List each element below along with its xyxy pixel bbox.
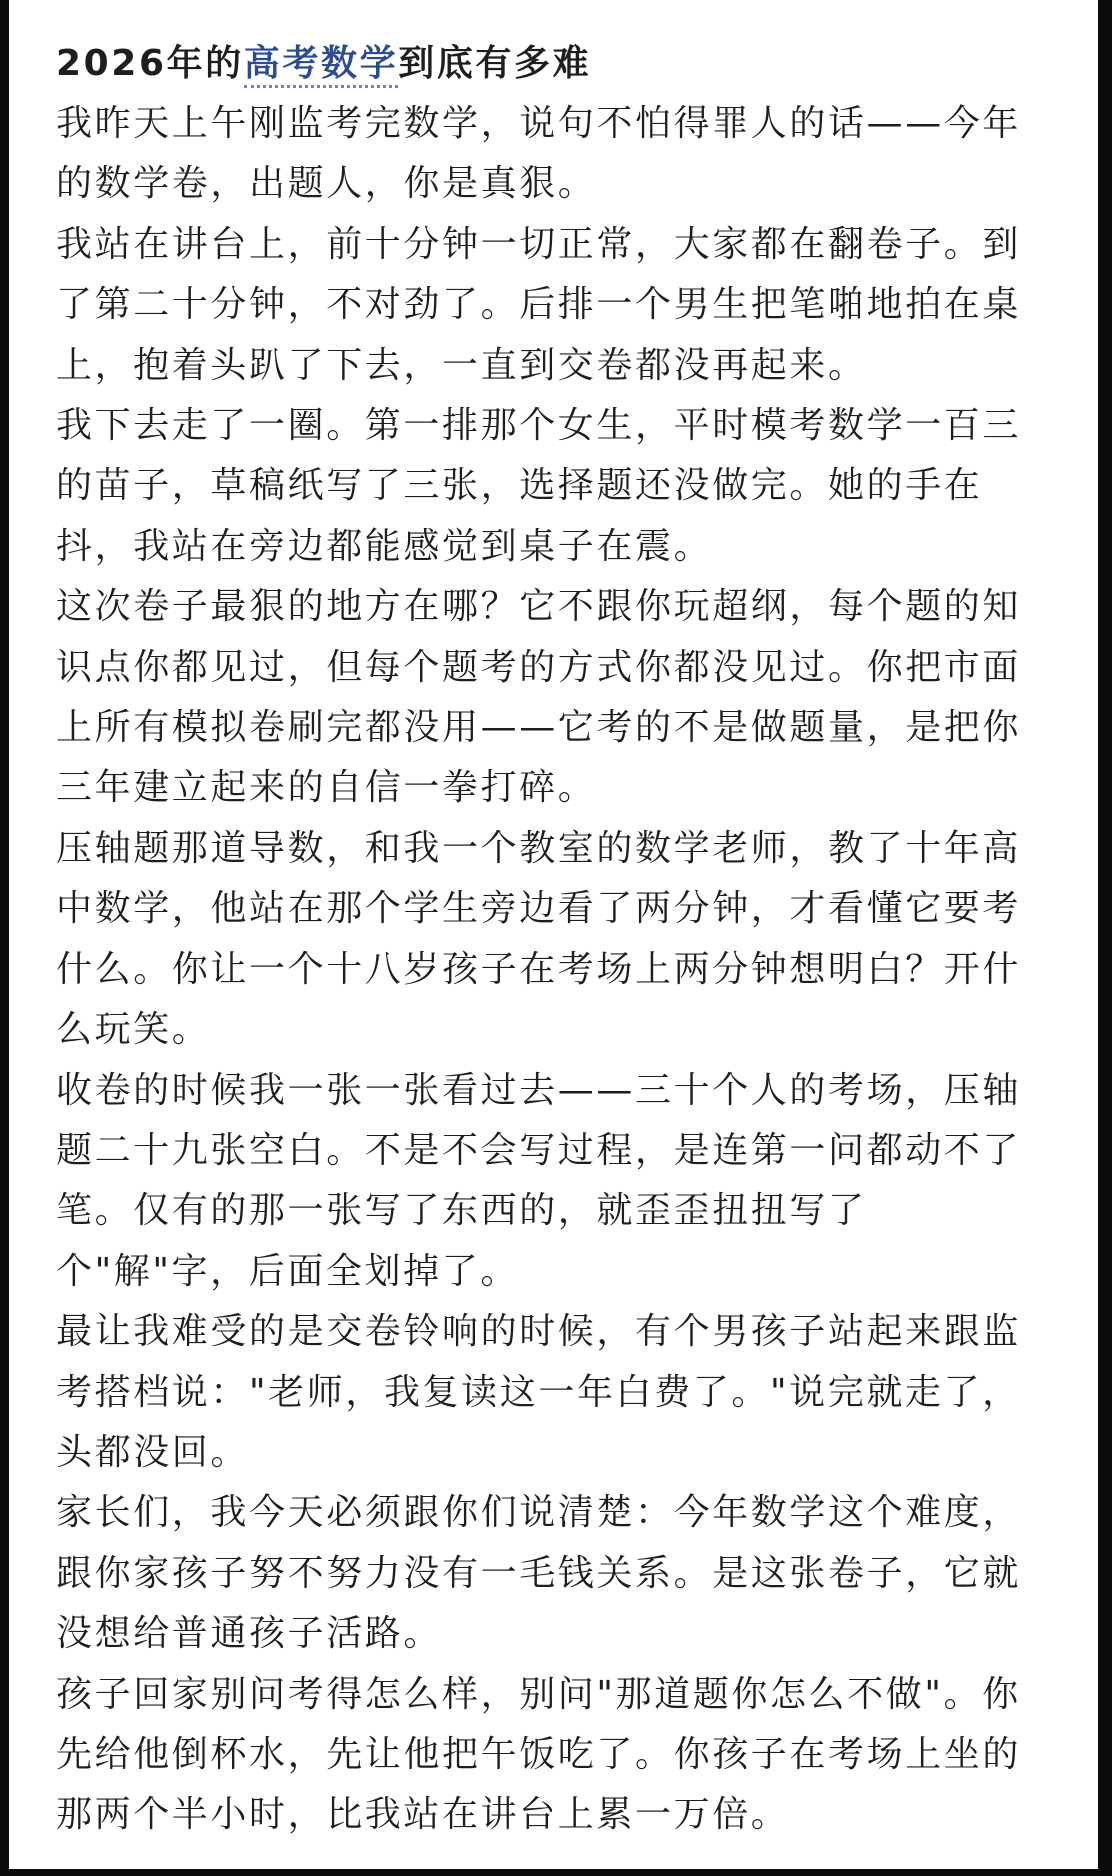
text-line: 么玩笑。 xyxy=(56,1009,211,1051)
right-border xyxy=(1098,0,1112,1876)
text-line: 没想给普通孩子活路。 xyxy=(56,1613,443,1655)
text-line: 家长们，我今天必须跟你们说清楚：今年数学这个难度， xyxy=(56,1492,1022,1534)
text-line: 头都没回。 xyxy=(56,1431,250,1473)
text-line: 三年建立起来的自信一拳打碎。 xyxy=(56,767,597,809)
paragraph-4 xyxy=(56,577,1036,819)
paragraph-1 xyxy=(56,94,1036,215)
text-line: 那两个半小时，比我站在讲台上累一万倍。 xyxy=(56,1794,790,1836)
text-line: 这次卷子最狠的地方在哪？它不跟你玩超纲，每个题的知 xyxy=(56,586,1022,628)
paragraph-2 xyxy=(56,215,1036,396)
text-line: 我昨天上午刚监考完数学，说句不怕得罪人的话——今年 xyxy=(56,103,1022,144)
text-line: 笔。仅有的那一张写了东西的，就歪歪扭扭写了 xyxy=(56,1190,867,1232)
text-line: 了第二十分钟，不对劲了。后排一个男生把笔啪地拍在桌 xyxy=(56,284,1022,326)
paragraph-6 xyxy=(56,1061,1036,1303)
paragraph-5 xyxy=(56,819,1036,1061)
text-line: 识点你都见过，但每个题考的方式你都没见过。你把市面 xyxy=(56,646,1022,688)
text-line: 压轴题那道导数，和我一个教室的数学老师，教了十年高 xyxy=(56,827,1022,869)
text-line: 收卷的时候我一张一张看过去——三十个人的考场，压轴 xyxy=(56,1069,1022,1111)
text-line: 跟你家孩子努不努力没有一毛钱关系。是这张卷子，它就 xyxy=(56,1552,1022,1594)
text-line: 的苗子，草稿纸写了三张，选择题还没做完。她的手在 xyxy=(56,465,983,507)
text-line: 最让我难受的是交卷铃响的时候，有个男孩子站起来跟监 xyxy=(56,1311,1022,1353)
text-line: 中数学，他站在那个学生旁边看了两分钟，才看懂它要考 xyxy=(56,888,1022,930)
text-line: 我下去走了一圈。第一排那个女生，平时模考数学一百三 xyxy=(56,405,1022,447)
post-title xyxy=(56,34,1036,94)
text-line: 的数学卷，出题人，你是真狠。 xyxy=(56,163,597,205)
title-suffix: 到底有多难 xyxy=(398,43,592,84)
text-line: 上所有模拟卷刷完都没用——它考的不是做题量，是把你 xyxy=(56,707,1022,749)
text-line: 我站在讲台上，前十分钟一切正常，大家都在翻卷子。到 xyxy=(56,223,1022,265)
paragraph-3 xyxy=(56,396,1036,577)
text-line: 上，抱着头趴了下去，一直到交卷都没再起来。 xyxy=(56,344,867,386)
text-line: 先给他倒杯水，先让他把午饭吃了。你孩子在考场上坐的 xyxy=(56,1733,1022,1775)
left-border xyxy=(0,0,9,1876)
paragraph-8 xyxy=(56,1483,1036,1664)
title-prefix: 2026年的 xyxy=(56,43,244,84)
paragraph-7 xyxy=(56,1302,1036,1483)
text-line: 抖，我站在旁边都能感觉到桌子在震。 xyxy=(56,525,713,567)
text-line: 题二十九张空白。不是不会写过程，是连第一问都动不了 xyxy=(56,1129,1022,1171)
paragraph-9 xyxy=(56,1665,1036,1846)
text-line: 个"解"字，后面全划掉了。 xyxy=(56,1250,519,1292)
bottom-border xyxy=(0,1869,1112,1876)
text-line: 考搭档说："老师，我复读这一年白费了。"说完就走了， xyxy=(56,1371,1021,1413)
text-line: 孩子回家别问考得怎么样，别问"那道题你怎么不做"。你 xyxy=(56,1673,1021,1715)
text-line: 什么。你让一个十八岁孩子在考场上两分钟想明白？开什 xyxy=(56,948,1022,990)
post-content xyxy=(56,34,1036,1846)
topic-link[interactable]: 高考数学 xyxy=(244,43,398,88)
